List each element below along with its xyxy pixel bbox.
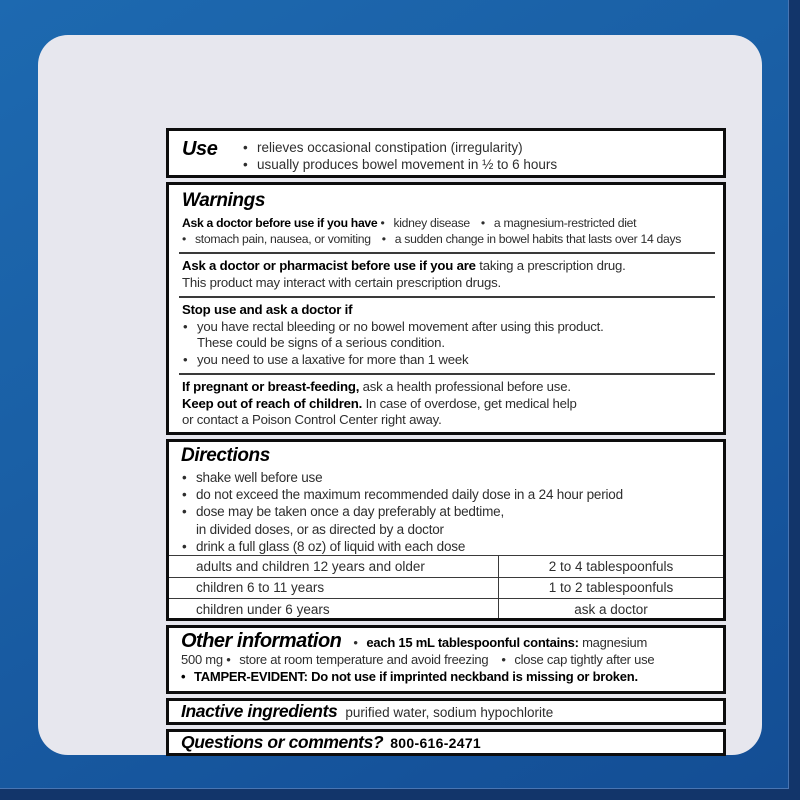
stop-use-bullet-1: • you have rectal bleeding or no bowel movement after using this product. xyxy=(182,319,712,336)
other-info-cap-item: • close cap tightly after use xyxy=(501,652,654,669)
ask-pharmacist-line-2: This product may interact with certain prescription drugs. xyxy=(182,274,501,290)
directions-heading: Directions xyxy=(181,445,270,466)
contains-bold: each 15 mL tablespoonful contains: xyxy=(366,635,579,650)
ask-doctor-line-2 xyxy=(182,232,712,248)
warnings-ask-pharmacist-block xyxy=(182,258,712,291)
directions-bullet-3-continuation: in divided doses, or as directed by a doctor xyxy=(196,521,444,537)
stop-use-bullet-1-continuation: These could be signs of a serious condition. xyxy=(197,335,445,350)
section-questions xyxy=(166,729,726,756)
section-directions xyxy=(166,439,726,621)
ask-doctor-item-stomach-pain: • stomach pain, nausea, or vomiting xyxy=(182,232,371,248)
section-inactive-ingredients xyxy=(166,698,726,725)
warnings-divider-2 xyxy=(179,296,715,298)
dosage-row-children-6-11 xyxy=(169,577,723,599)
directions-bullet-3: • dose may be taken once a day preferably at bedtime, xyxy=(181,503,711,520)
tamper-evident-item: • TAMPER-EVIDENT: Do not use if imprinted neckband is missing or broken. xyxy=(181,669,638,686)
directions-bullet-2: • do not exceed the maximum recommended daily dose in a 24 hour period xyxy=(181,486,711,503)
keep-out-of-reach-line xyxy=(182,396,712,413)
dosage-amount-cell: 2 to 4 tablespoonfuls xyxy=(499,556,724,578)
stop-use-bullet-2: • you need to use a laxative for more than 1 week xyxy=(182,352,712,369)
other-info-contains-item xyxy=(353,633,647,652)
other-info-line-3 xyxy=(181,669,713,686)
section-use xyxy=(166,128,726,178)
ask-pharmacist-line-1 xyxy=(182,258,712,275)
pregnancy-rest: ask a health professional before use. xyxy=(362,379,571,394)
contains-amount: 500 mg xyxy=(181,652,223,667)
use-heading: Use xyxy=(182,138,218,160)
poison-control-line: or contact a Poison Control Center right away. xyxy=(182,412,442,427)
inactive-ingredients-text: purified water, sodium hypochlorite xyxy=(345,705,554,720)
directions-bullet-1: • shake well before use xyxy=(181,469,711,486)
dosage-row-adults xyxy=(169,556,723,578)
section-other-information xyxy=(166,625,726,694)
use-bullet-2: • usually produces bowel movement in ½ to 6 hours xyxy=(242,156,557,173)
ask-doctor-item-magnesium-diet: • a magnesium-restricted diet xyxy=(481,216,636,232)
dosage-amount-cell: ask a doctor xyxy=(499,599,724,620)
label-card xyxy=(38,35,762,755)
warnings-divider-1 xyxy=(179,252,715,254)
ask-pharmacist-lead: Ask a doctor or pharmacist before use if you are xyxy=(182,258,476,273)
ask-doctor-item-bowel-habits: • a sudden change in bowel habits that lasts over 14 days xyxy=(382,232,681,248)
other-info-line-2 xyxy=(181,652,713,669)
directions-text xyxy=(169,444,723,555)
warnings-heading: Warnings xyxy=(182,190,266,211)
dosage-group-cell: children 6 to 11 years xyxy=(169,577,499,599)
inactive-ingredients-heading: Inactive ingredients xyxy=(181,701,338,721)
dosage-group-cell: children under 6 years xyxy=(169,599,499,620)
dosage-group-cell: adults and children 12 years and older xyxy=(169,556,499,578)
warnings-stop-use-block xyxy=(182,302,712,368)
warnings-divider-3 xyxy=(179,373,715,375)
use-bullet-list xyxy=(242,137,557,175)
ask-doctor-item-kidney: • kidney disease xyxy=(380,216,469,232)
directions-bullet-4: • drink a full glass (8 oz) of liquid with each dose xyxy=(181,538,711,555)
keep-out-of-reach-lead: Keep out of reach of children. xyxy=(182,395,363,411)
other-info-line-1 xyxy=(181,632,713,652)
dosage-table xyxy=(169,555,723,620)
pregnancy-line-1 xyxy=(182,379,712,396)
contains-rest: magnesium xyxy=(582,635,648,650)
other-information-heading: Other information xyxy=(181,630,342,652)
other-info-storage-item: • store at room temperature and avoid freezing xyxy=(226,652,488,669)
warnings-ask-doctor-block xyxy=(182,216,712,247)
questions-heading: Questions or comments? xyxy=(181,732,384,752)
dosage-amount-cell: 1 to 2 tablespoonfuls xyxy=(499,577,724,599)
pregnancy-lead: If pregnant or breast-feeding, xyxy=(182,379,360,394)
section-warnings xyxy=(166,182,726,435)
warnings-pregnancy-block xyxy=(182,379,712,429)
overdose-rest: In case of overdose, get medical help xyxy=(365,395,577,411)
directions-bullet-list xyxy=(181,469,711,555)
drug-facts-label xyxy=(166,128,726,756)
use-bullet-1: • relieves occasional constipation (irregularity) xyxy=(242,139,557,156)
ask-doctor-lead: Ask a doctor before use if you have xyxy=(182,216,378,230)
phone-number: 800-616-2471 xyxy=(390,735,482,751)
ask-doctor-line-1 xyxy=(182,216,712,232)
stop-use-lead: Stop use and ask a doctor if xyxy=(182,302,353,317)
ask-pharmacist-rest: taking a prescription drug. xyxy=(479,258,626,273)
dosage-row-children-under-6 xyxy=(169,599,723,620)
